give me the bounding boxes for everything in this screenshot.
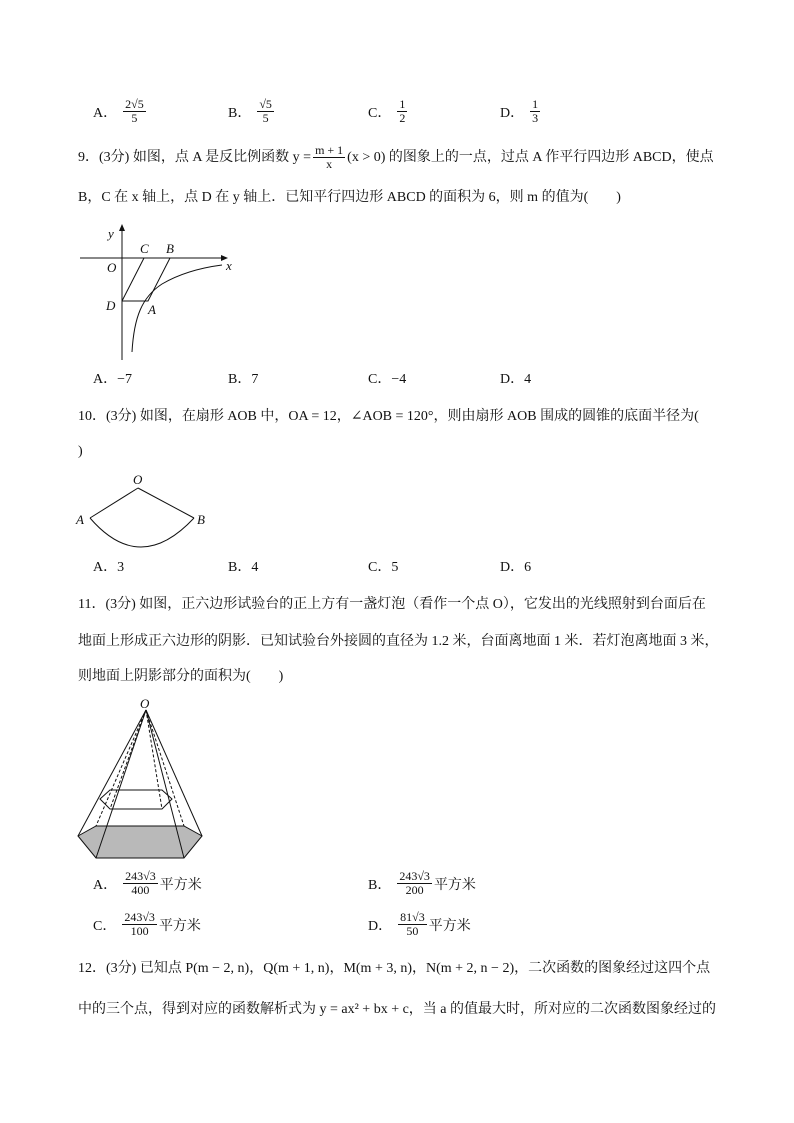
- option-label: C．: [93, 918, 117, 934]
- label-o: O: [140, 696, 150, 711]
- option-label: B．: [228, 105, 252, 121]
- q9-option-b[interactable]: B．7: [228, 372, 259, 387]
- q9-option-a[interactable]: A．−7: [93, 372, 133, 387]
- q11-option-b[interactable]: [368, 870, 476, 897]
- radius-ob: [138, 488, 194, 518]
- parallelogram-side-ab: [122, 258, 170, 301]
- q9-figure: [74, 222, 244, 362]
- q9-function-fraction: $\frac{m + 1}{x}$: [315, 143, 344, 171]
- option-label: D．: [500, 105, 525, 121]
- option-fraction: $\frac{2√5}{5}$: [125, 97, 144, 125]
- option-unit: 平方米: [159, 877, 202, 893]
- q10-stem-line1: 10．(3分) 如图，在扇形 AOB 中，OA = 12，∠AOB = 120°，则由扇形 AOB 围成的圆锥的底面半径为(: [78, 409, 699, 424]
- option-fraction: $\frac{1}{2}$: [399, 97, 406, 125]
- q10-figure: [74, 470, 224, 555]
- label-b: B: [166, 241, 174, 256]
- option-label: D．: [368, 918, 393, 934]
- option-label: B．: [368, 877, 392, 893]
- ray-dashed: [110, 710, 146, 809]
- hyperbola-curve: [132, 265, 222, 352]
- parallelogram-side-dc: [122, 258, 144, 301]
- option-label: C．: [368, 105, 392, 121]
- option-unit: 平方米: [428, 918, 471, 934]
- option-fraction: $\frac{243√3}{200}$: [399, 869, 430, 897]
- q10-option-b[interactable]: B．4: [228, 560, 259, 575]
- q11-option-c[interactable]: [93, 911, 201, 938]
- label-d: D: [106, 298, 116, 313]
- q12-stem-line1: 12．(3分) 已知点 P(m − 2, n)，Q(m + 1, n)，M(m + 3, n)，N(m + 2, n − 2)，二次函数的图象经过这四个点: [78, 961, 711, 976]
- q10-stem-line2: ): [78, 444, 83, 459]
- option-unit: 平方米: [433, 877, 476, 893]
- q11-stem-line2: 地面上形成正六边形的阴影．已知试验台外接圆的直径为 1.2 米，台面离地面 1 米．若灯泡离地面 3 米，: [78, 634, 719, 649]
- y-axis-arrow: [119, 224, 125, 231]
- q11-option-d[interactable]: [368, 911, 471, 938]
- ray-dashed: [146, 710, 162, 809]
- ray-solid: [78, 710, 146, 836]
- label-y: y: [108, 226, 114, 241]
- option-label: A．: [93, 877, 118, 893]
- label-a: A: [76, 512, 84, 527]
- label-a: A: [148, 302, 156, 317]
- q8-option-b[interactable]: [228, 98, 276, 125]
- option-unit: 平方米: [158, 918, 201, 934]
- q11-option-a[interactable]: [93, 870, 202, 897]
- q9-option-c[interactable]: C．−4: [368, 372, 407, 387]
- q8-option-d[interactable]: [500, 98, 542, 125]
- q9-stem-line1: 9．(3分) 如图，点 A 是反比例函数 y = $\frac{m + 1}{x}$ (x > 0) 的图象上的一点，过点 A 作平行四边形 ABCD，使点: [78, 143, 714, 171]
- q9-stem-line2: B，C 在 x 轴上，点 D 在 y 轴上．已知平行四边形 ABCD 的面积为 6，则 m 的值为( ): [78, 190, 621, 205]
- radius-oa: [90, 488, 138, 518]
- q11-stem-line1: 11．(3分) 如图，正六边形试验台的正上方有一盏灯泡（看作一个点 O），它发出的光线照射到台面后在: [78, 597, 706, 612]
- sector-arc: [90, 518, 194, 547]
- option-fraction: $\frac{√5}{5}$: [259, 97, 272, 125]
- q8-option-c[interactable]: [368, 98, 409, 125]
- option-label: A．: [93, 105, 118, 121]
- label-o: O: [107, 260, 117, 275]
- option-fraction: $\frac{243√3}{400}$: [125, 869, 156, 897]
- label-x: x: [226, 258, 232, 273]
- q10-option-c[interactable]: C．5: [368, 560, 399, 575]
- shadow-hexagon: [78, 826, 202, 858]
- q9-option-d[interactable]: D．4: [500, 372, 532, 387]
- q12-stem-line2: 中的三个点，得到对应的函数解析式为 y = ax² + bx + c，当 a 的值最大时，所对应的二次函数图象经过的: [78, 1002, 717, 1017]
- q11-figure: [74, 696, 224, 864]
- q11-stem-line3: 则地面上阴影部分的面积为( ): [78, 669, 284, 684]
- option-fraction: $\frac{1}{3}$: [532, 97, 539, 125]
- label-o: O: [133, 472, 143, 487]
- option-fraction: $\frac{243√3}{100}$: [124, 910, 155, 938]
- label-c: C: [140, 241, 149, 256]
- q8-option-a[interactable]: [93, 98, 148, 125]
- option-fraction: $\frac{81√3}{50}$: [400, 910, 425, 938]
- label-b: B: [197, 512, 205, 527]
- q10-option-d[interactable]: D．6: [500, 560, 532, 575]
- q10-option-a[interactable]: A．3: [93, 560, 125, 575]
